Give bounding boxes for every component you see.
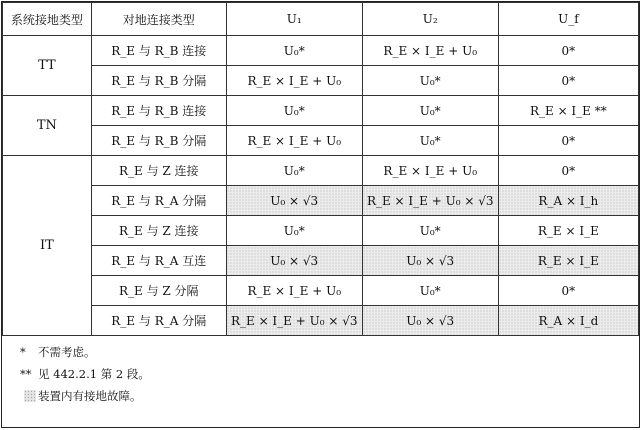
- connection-cell: R_E 与 Z 连接: [91, 156, 226, 186]
- u1-cell: U₀*: [226, 216, 362, 246]
- header-uf: U_f: [498, 3, 638, 36]
- shading-legend-swatch: [24, 390, 36, 402]
- uf-cell: R_E × I_E: [498, 216, 638, 246]
- connection-cell: R_E 与 R_A 互连: [91, 246, 226, 276]
- connection-cell: R_E 与 R_A 分隔: [91, 186, 226, 216]
- u2-cell: U₀*: [362, 96, 498, 126]
- u1-cell: U₀*: [226, 96, 362, 126]
- header-u1: U₁: [226, 3, 362, 36]
- table-body: [3, 3, 639, 336]
- connection-cell: R_E 与 R_B 连接: [91, 36, 226, 66]
- note-item: [2, 341, 639, 363]
- uf-cell: R_E × I_E: [498, 246, 638, 276]
- table-row: [3, 186, 639, 216]
- connection-cell: R_E 与 Z 连接: [91, 216, 226, 246]
- u2-cell: R_E × I_E + U₀: [362, 36, 498, 66]
- header-connection-type: 对地连接类型: [91, 3, 226, 36]
- u2-cell: R_E × I_E + U₀ × √3: [362, 186, 498, 216]
- connection-cell: R_E 与 R_B 分隔: [91, 126, 226, 156]
- u1-cell: R_E × I_E + U₀: [226, 66, 362, 96]
- u1-cell: U₀ × √3: [226, 186, 362, 216]
- grounding-voltage-table: [2, 2, 639, 336]
- table-row: [3, 276, 639, 306]
- u1-cell: R_E × I_E + U₀ × √3: [226, 306, 362, 336]
- system-type-cell: TT: [3, 36, 92, 96]
- note-text: 见 442.2.1 第 2 段。: [38, 367, 150, 381]
- u1-cell: R_E × I_E + U₀: [226, 126, 362, 156]
- voltage-table-sheet: [1, 1, 640, 428]
- table-row: [3, 156, 639, 186]
- uf-cell: R_E × I_E **: [498, 96, 638, 126]
- u2-cell: U₀*: [362, 66, 498, 96]
- uf-cell: R_A × I_d: [498, 306, 638, 336]
- table-row: [3, 216, 639, 246]
- u2-cell: U₀*: [362, 276, 498, 306]
- table-row: [3, 36, 639, 66]
- uf-cell: 0*: [498, 126, 638, 156]
- system-type-cell: TN: [3, 96, 92, 156]
- system-type-cell: IT: [3, 156, 92, 336]
- note-mark: **: [20, 367, 32, 381]
- connection-cell: R_E 与 Z 分隔: [91, 276, 226, 306]
- note-text: 不需考虑。: [38, 345, 96, 359]
- u2-cell: U₀*: [362, 216, 498, 246]
- connection-cell: R_E 与 R_A 分隔: [91, 306, 226, 336]
- connection-cell: R_E 与 R_B 连接: [91, 96, 226, 126]
- table-row: [3, 66, 639, 96]
- uf-cell: 0*: [498, 66, 638, 96]
- u1-cell: U₀*: [226, 36, 362, 66]
- note-item: [2, 363, 639, 385]
- table-row: [3, 306, 639, 336]
- uf-cell: 0*: [498, 276, 638, 306]
- table-row: [3, 126, 639, 156]
- u2-cell: U₀ × √3: [362, 246, 498, 276]
- note-item: [2, 385, 639, 407]
- u2-cell: R_E × I_E + U₀: [362, 156, 498, 186]
- note-mark: *: [20, 345, 26, 359]
- u1-cell: U₀*: [226, 156, 362, 186]
- u2-cell: U₀*: [362, 126, 498, 156]
- header-row: [3, 3, 639, 36]
- header-u2: U₂: [362, 3, 498, 36]
- u1-cell: U₀ × √3: [226, 246, 362, 276]
- header-system-type: 系统接地类型: [3, 3, 92, 36]
- uf-cell: R_A × I_h: [498, 186, 638, 216]
- u2-cell: U₀ × √3: [362, 306, 498, 336]
- table-notes: [2, 341, 639, 407]
- note-text: 装置内有接地故障。: [38, 389, 142, 403]
- table-row: [3, 246, 639, 276]
- connection-cell: R_E 与 R_B 分隔: [91, 66, 226, 96]
- uf-cell: 0*: [498, 36, 638, 66]
- uf-cell: 0*: [498, 156, 638, 186]
- table-row: [3, 96, 639, 126]
- u1-cell: R_E × I_E + U₀: [226, 276, 362, 306]
